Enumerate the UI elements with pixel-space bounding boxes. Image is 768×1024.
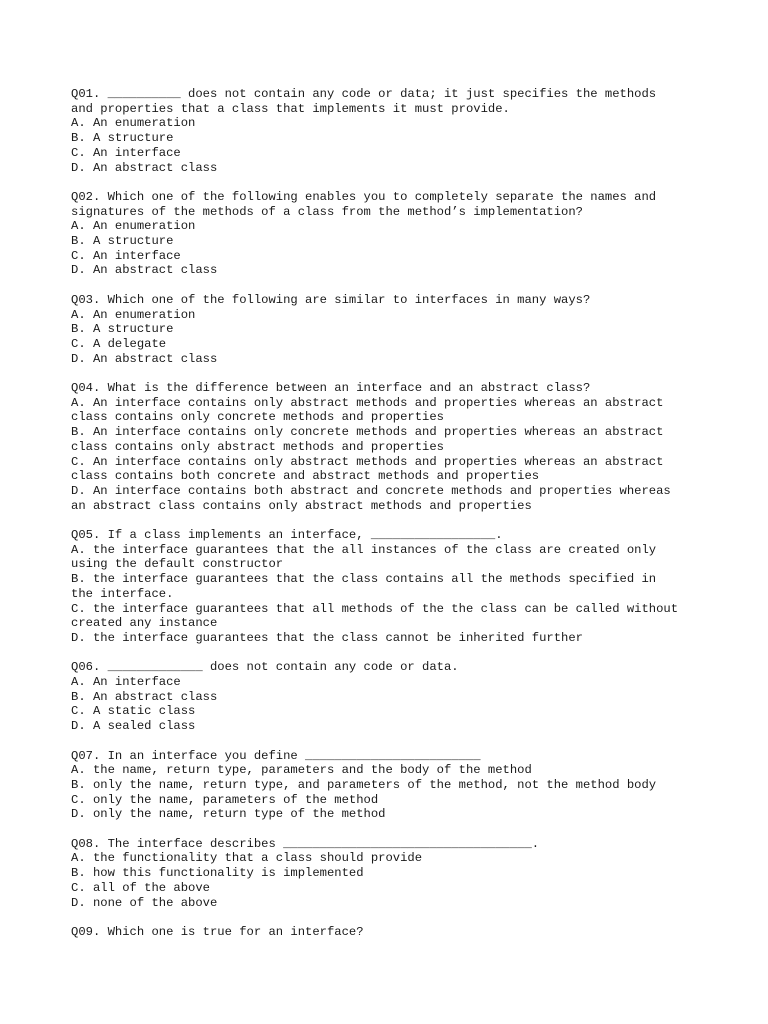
answer-option-a-cont: class contains only concrete methods and properties <box>71 410 444 425</box>
answer-option-d: D. only the name, return type of the method <box>71 807 386 822</box>
answer-option-a: A. An enumeration <box>71 116 196 131</box>
question-text: Q01. __________ does not contain any code or data; it just specifies the methods <box>71 87 657 101</box>
answer-option-c: C. only the name, parameters of the method <box>71 792 379 807</box>
question-text: Q02. Which one of the following enables you to completely separate the names and <box>71 189 657 204</box>
answer-option-d-cont: an abstract class contains only abstract methods and properties <box>71 498 532 513</box>
answer-option-b-cont: class contains only abstract methods and properties <box>71 439 444 454</box>
question-text: Q05. If a class implements an interface, _________________. <box>71 528 503 543</box>
answer-option-b: B. only the name, return type, and parameters of the method, not the method body <box>71 777 657 792</box>
answer-option-c: C. A delegate <box>71 336 167 351</box>
answer-option-a: A. the functionality that a class should provide <box>71 851 423 866</box>
question-q02 <box>71 190 761 278</box>
answer-option-c: C. all of the above <box>71 880 210 895</box>
answer-option-a: A. An interface contains only abstract methods and properties whereas an abstract <box>71 395 664 410</box>
answer-option-b: B. how this functionality is implemented <box>71 866 364 881</box>
answer-option-c: C. An interface contains only abstract methods and properties whereas an abstract <box>71 454 664 469</box>
answer-option-b: B. A structure <box>71 131 174 146</box>
answer-option-b: B. the interface guarantees that the class contains all the methods specified in <box>71 572 657 587</box>
question-q04 <box>71 381 761 513</box>
answer-option-d: D. none of the above <box>71 895 218 910</box>
answer-option-c: C. A static class <box>71 704 196 719</box>
answer-option-a-cont: using the default constructor <box>71 557 284 572</box>
answer-option-c: C. An interface <box>71 145 181 160</box>
question-text: and properties that a class that implements it must provide. <box>71 101 510 116</box>
answer-option-d: D. An interface contains both abstract and concrete methods and properties whereas <box>71 483 671 498</box>
question-text: Q08. The interface describes __________________________________. <box>71 836 540 851</box>
question-q07 <box>71 749 761 823</box>
answer-option-a: A. An enumeration <box>71 307 196 322</box>
question-text: Q04. What is the difference between an interface and an abstract class? <box>71 381 591 396</box>
answer-option-d: D. An abstract class <box>71 351 218 366</box>
question-text: Q09. Which one is true for an interface? <box>71 924 364 939</box>
question-text: Q06. _____________ does not contain any code or data. <box>71 660 459 675</box>
answer-option-b: B. A structure <box>71 234 174 249</box>
answer-option-b: B. An interface contains only concrete methods and properties whereas an abstract <box>71 425 664 440</box>
question-q01 <box>71 87 761 175</box>
answer-option-a: A. An enumeration <box>71 219 196 234</box>
quiz-document <box>71 87 761 954</box>
answer-option-a: A. An interface <box>71 675 181 690</box>
question-q09 <box>71 925 761 940</box>
answer-option-c-cont: class contains both concrete and abstract methods and properties <box>71 469 540 484</box>
answer-option-c: C. the interface guarantees that all methods of the the class can be called without <box>71 601 679 616</box>
answer-option-a: A. the name, return type, parameters and the body of the method <box>71 763 532 778</box>
answer-option-d: D. An abstract class <box>71 160 218 175</box>
answer-option-b: B. An abstract class <box>71 689 218 704</box>
question-q03 <box>71 293 761 367</box>
question-text: Q07. In an interface you define ________________________ <box>71 748 481 763</box>
question-q06 <box>71 660 761 734</box>
question-q08 <box>71 837 761 911</box>
question-text: signatures of the methods of a class from the method’s implementation? <box>71 204 583 219</box>
answer-option-d: D. An abstract class <box>71 263 218 278</box>
answer-option-d: D. the interface guarantees that the class cannot be inherited further <box>71 630 583 645</box>
question-q05 <box>71 528 761 646</box>
answer-option-b: B. A structure <box>71 322 174 337</box>
answer-option-c: C. An interface <box>71 248 181 263</box>
answer-option-b-cont: the interface. <box>71 586 174 601</box>
answer-option-c-cont: created any instance <box>71 616 218 631</box>
question-text: Q03. Which one of the following are similar to interfaces in many ways? <box>71 292 591 307</box>
answer-option-d: D. A sealed class <box>71 719 196 734</box>
answer-option-a: A. the interface guarantees that the all instances of the class are created only <box>71 542 657 557</box>
